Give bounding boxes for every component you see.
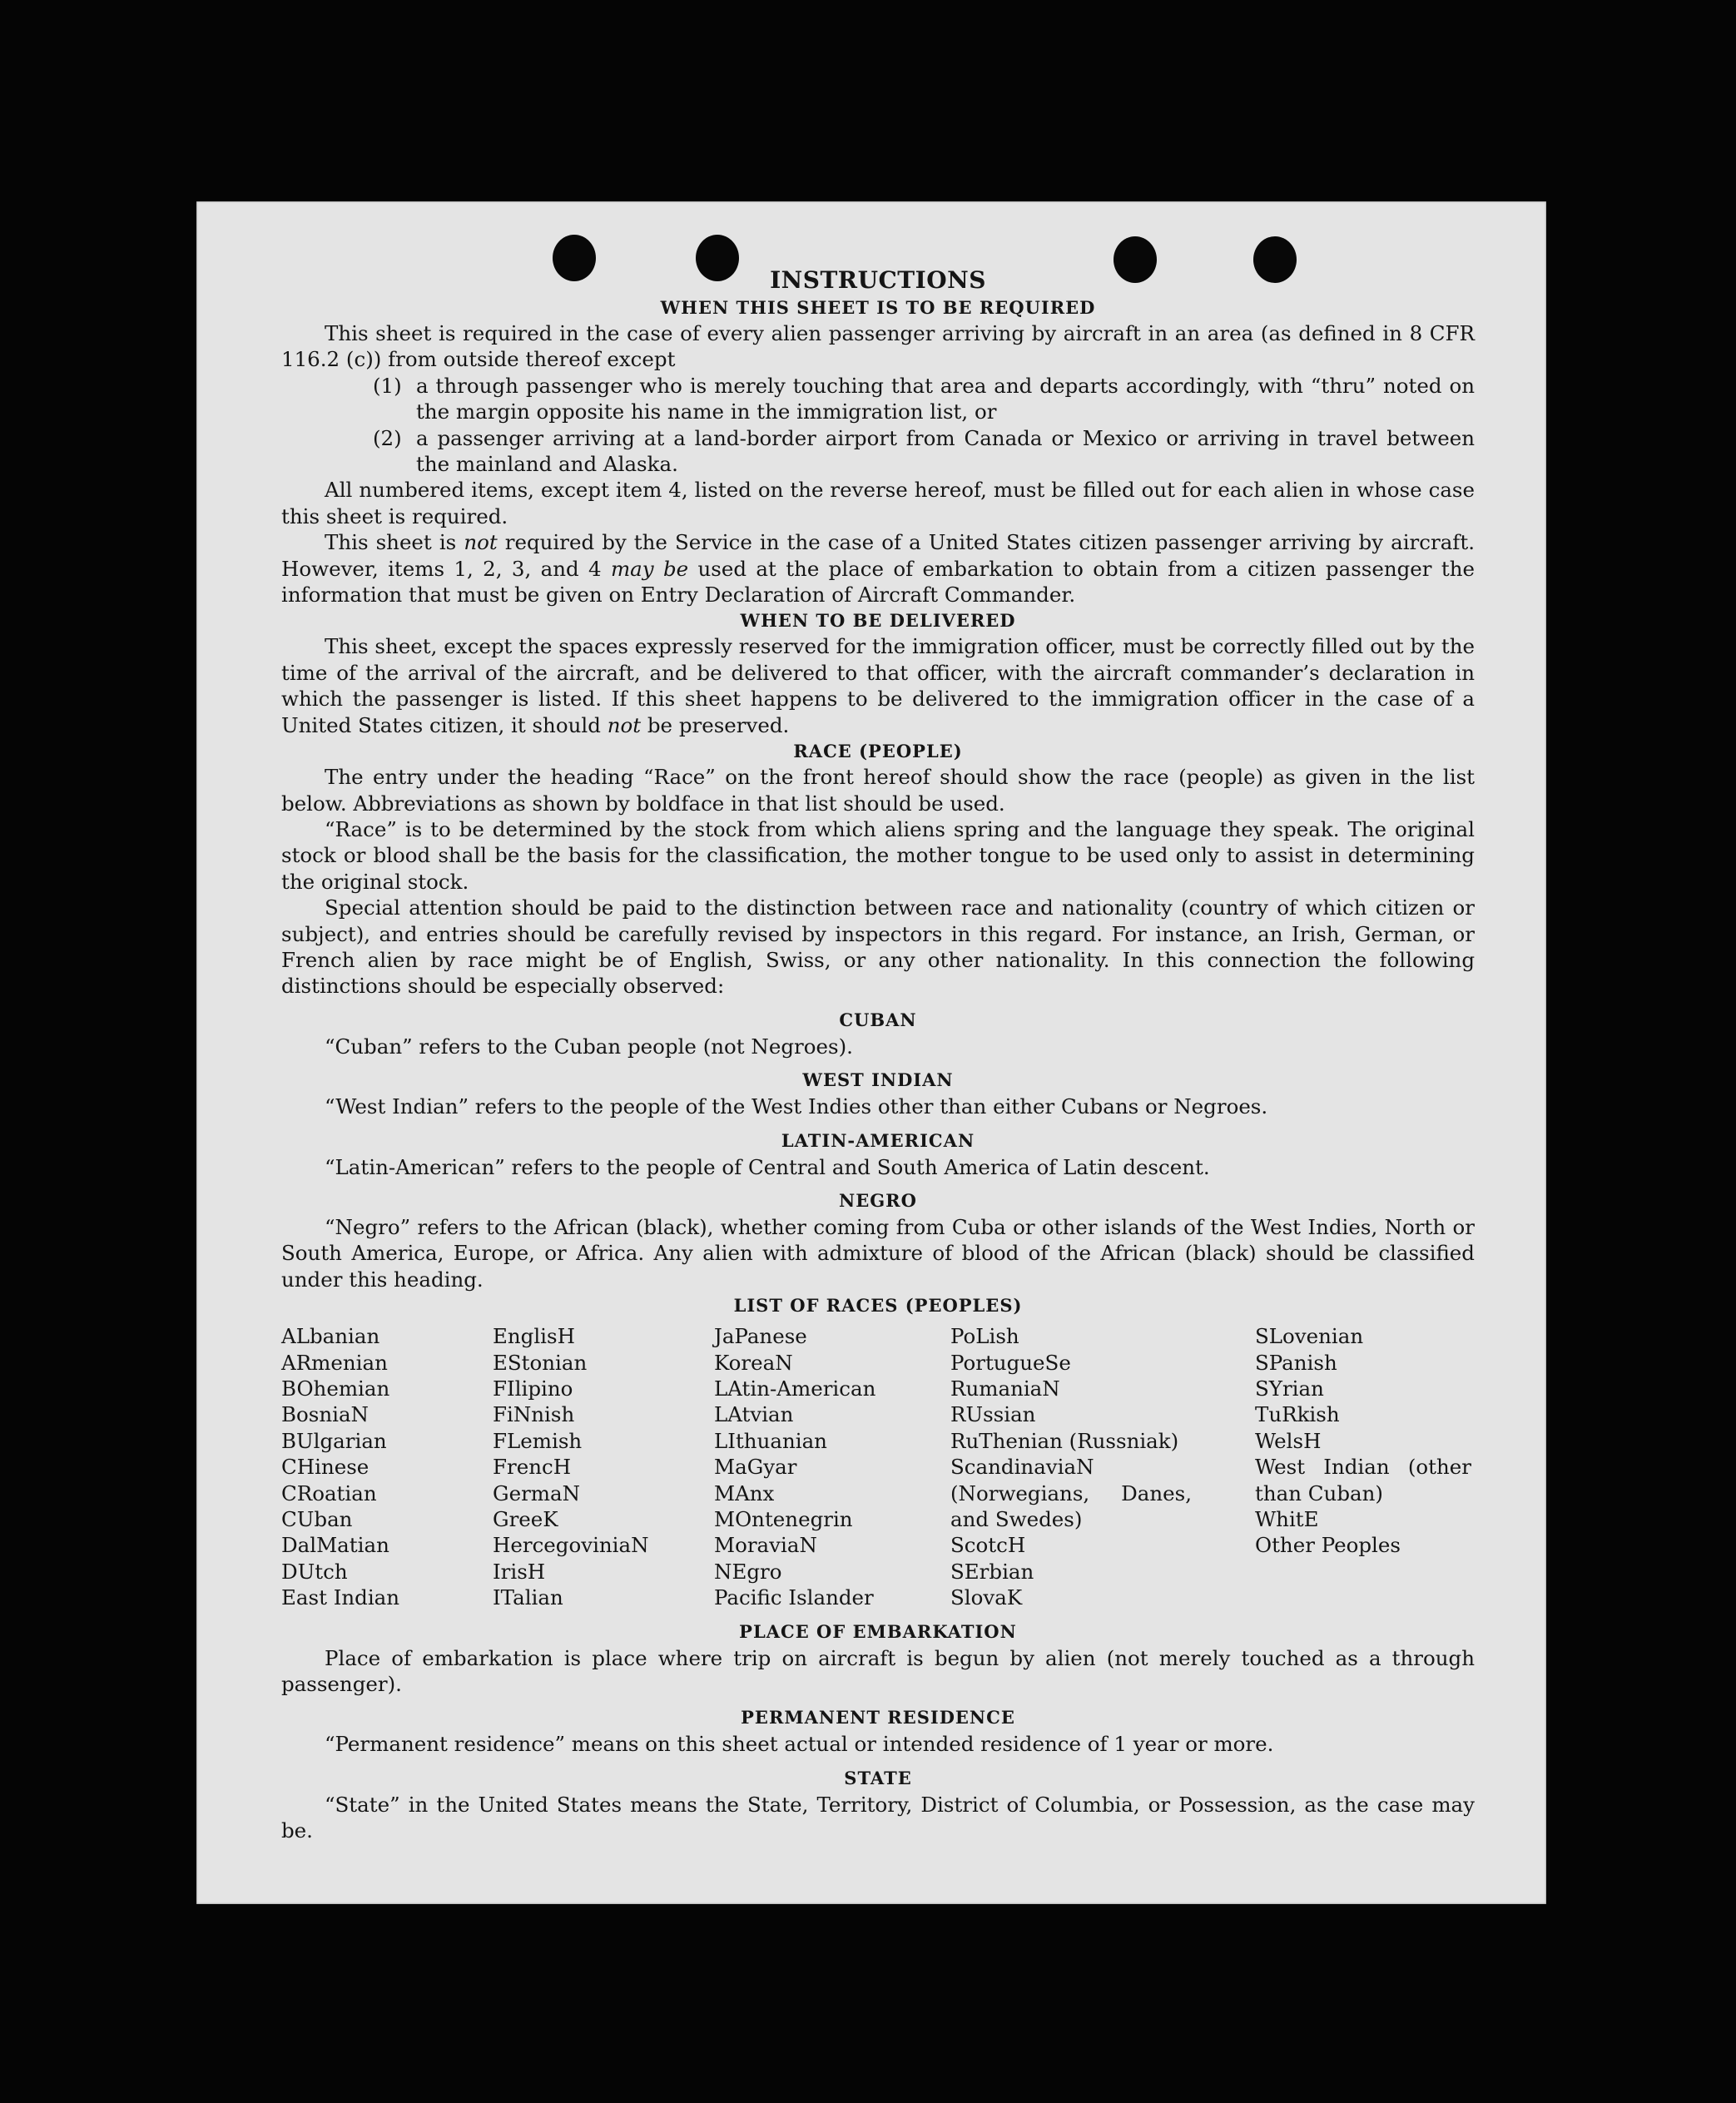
- text-run: be preserved.: [641, 712, 790, 737]
- race-entry: ARmenian: [281, 1350, 388, 1375]
- race-entry: RumaniaN: [950, 1376, 1060, 1401]
- item-number: (2): [373, 425, 402, 450]
- paragraph: “Latin-American” refers to the people of Central and South America of Latin descent.: [325, 1154, 1210, 1179]
- italic-text: may be: [610, 556, 689, 581]
- race-entry: ITalian: [493, 1585, 563, 1610]
- section-heading: WEST INDIAN: [802, 1069, 954, 1091]
- race-entry: EStonian: [493, 1350, 588, 1375]
- race-entry: WelsH: [1255, 1428, 1322, 1453]
- item-text: a passenger arriving at a land-border airport from Canada or Mexico or arriving in travel between the mainland and Alaska.: [416, 425, 1475, 477]
- race-entry: PortugueSe: [950, 1350, 1071, 1375]
- paragraph: Special attention should be paid to the distinction between race and nationality (country of which citizen or subject), and entries should be carefully revised by inspectors in this regard. For instance, an Irish, German, or French alien by race might be of English, Swiss, or any other nationality. In this connection the following distinctions should be especially observed:: [281, 895, 1475, 999]
- race-entry: ALbanian: [281, 1324, 380, 1349]
- race-entry: SErbian: [950, 1559, 1034, 1584]
- section-heading: STATE: [844, 1767, 912, 1788]
- race-entry: West Indian (other than Cuban): [1255, 1455, 1471, 1505]
- paragraph: “West Indian” refers to the people of the West Indies other than either Cubans or Negroes.: [325, 1094, 1268, 1119]
- race-entry: SLovenian: [1255, 1324, 1364, 1349]
- race-entry: BUlgarian: [281, 1428, 387, 1453]
- race-entry: CHinese: [281, 1455, 370, 1480]
- race-entry: CUban: [281, 1507, 353, 1532]
- race-entry: KoreaN: [714, 1350, 793, 1375]
- race-entry: PoLish: [950, 1324, 1019, 1349]
- race-list: [281, 1323, 1475, 1610]
- race-entry: CRoatian: [281, 1481, 377, 1505]
- section-heading: CUBAN: [839, 1009, 917, 1030]
- race-entry: SlovaK: [950, 1585, 1023, 1610]
- race-entry: East Indian: [281, 1585, 400, 1610]
- race-entry: LAtin-American: [714, 1376, 876, 1401]
- section-heading: RACE (PEOPLE): [793, 741, 963, 762]
- section-heading: LATIN-AMERICAN: [781, 1129, 975, 1151]
- item-text: a through passenger who is merely touching that area and departs accordingly, with “thru” noted on the margin opposite his name in the immigration list, or: [416, 373, 1475, 424]
- race-column: [281, 1323, 493, 1610]
- paragraph: This sheet is required in the case of every alien passenger arriving by aircraft in an area (as defined in 8 CFR 116.2 (c)) from outside thereof except: [281, 321, 1475, 372]
- race-entry: FIlipino: [493, 1376, 573, 1401]
- race-entry: Pacific Islander: [714, 1585, 874, 1610]
- race-column: [950, 1323, 1192, 1610]
- paragraph: The entry under the heading “Race” on the front hereof should show the race (people) as given in the list below. Abbreviations as shown by boldface in that list should be used.: [281, 765, 1475, 816]
- race-entry: MaGyar: [714, 1455, 797, 1480]
- race-entry: TuRkish: [1255, 1402, 1340, 1427]
- text-run: This sheet is: [325, 530, 464, 555]
- document-page: [196, 201, 1546, 1904]
- race-entry: WhitE: [1255, 1507, 1319, 1532]
- paragraph: “Permanent residence” means on this sheet actual or intended residence of 1 year or more.: [325, 1732, 1274, 1757]
- paragraph: [281, 633, 1475, 738]
- paragraph: Place of embarkation is place where trip on aircraft is begun by alien (not merely touched as a through passenger).: [281, 1645, 1475, 1697]
- italic-text: not: [607, 712, 642, 737]
- paragraph: “Cuban” refers to the Cuban people (not Negroes).: [325, 1034, 853, 1059]
- race-entry: GreeK: [493, 1507, 558, 1532]
- race-entry: FLemish: [493, 1428, 583, 1453]
- text-run: used at the place of embarkation to obtain from a citizen passenger the information that must be given on Entry Declaration of Aircraft Commander.: [281, 556, 1475, 608]
- race-entry: BosniaN: [281, 1402, 369, 1427]
- italic-text: not: [464, 530, 498, 555]
- race-entry: ScandinaviaN (Norwegians, Danes, and Swedes): [950, 1455, 1192, 1532]
- race-entry: RuThenian (Russniak): [950, 1428, 1179, 1453]
- paragraph: [281, 529, 1475, 608]
- race-entry: EnglisH: [493, 1324, 575, 1349]
- instructions-text: [281, 266, 1475, 1844]
- race-entry: FiNnish: [493, 1402, 575, 1427]
- race-entry: RUssian: [950, 1402, 1036, 1427]
- race-entry: SPanish: [1255, 1350, 1337, 1375]
- race-entry: MOntenegrin: [714, 1507, 853, 1532]
- list-item: [373, 425, 1475, 478]
- section-heading: WHEN TO BE DELIVERED: [740, 610, 1016, 632]
- race-entry: BOhemian: [281, 1376, 390, 1401]
- race-entry: ScotcH: [950, 1533, 1026, 1558]
- race-entry: IrisH: [493, 1559, 546, 1584]
- race-entry: LAtvian: [714, 1402, 794, 1427]
- race-entry: FrencH: [493, 1455, 572, 1480]
- race-entry: HercegoviniaN: [493, 1533, 649, 1558]
- race-column: [714, 1323, 950, 1610]
- paragraph: “Race” is to be determined by the stock from which aliens spring and the language they speak. The original stock or blood shall be the basis for the classification, the mother tongue to be used only to assist in determining the original stock.: [281, 816, 1475, 894]
- section-heading: PERMANENT RESIDENCE: [741, 1707, 1015, 1729]
- list-item: [373, 373, 1475, 425]
- paragraph: “Negro” refers to the African (black), whether coming from Cuba or other islands of the West Indies, North or South America, Europe, or Africa. Any alien with admixture of blood of the African (black) should be classified under this heading.: [281, 1214, 1475, 1292]
- race-entry: SYrian: [1255, 1376, 1324, 1401]
- section-heading: NEGRO: [839, 1189, 917, 1211]
- text-run: required by the Service in the case of a United States citizen passenger arriving by aircraft. However, items 1, 2, 3, and 4: [281, 530, 1476, 581]
- page-title: INSTRUCTIONS: [770, 266, 986, 294]
- race-entry: NEgro: [714, 1559, 782, 1584]
- race-entry: LIthuanian: [714, 1428, 827, 1453]
- paragraph: “State” in the United States means the State, Territory, District of Columbia, or Possession, as the case may be.: [281, 1792, 1475, 1843]
- race-column: [493, 1323, 714, 1610]
- race-entry: DUtch: [281, 1559, 348, 1584]
- race-entry: MoraviaN: [714, 1533, 817, 1558]
- race-entry: JaPanese: [714, 1324, 807, 1349]
- section-heading: LIST OF RACES (PEOPLES): [733, 1295, 1023, 1317]
- race-column: [1255, 1323, 1471, 1610]
- paragraph: All numbered items, except item 4, listed on the reverse hereof, must be filled out for each alien in whose case this sheet is required.: [281, 478, 1475, 528]
- section-heading: WHEN THIS SHEET IS TO BE REQUIRED: [660, 297, 1096, 318]
- race-entry: GermaN: [493, 1481, 581, 1505]
- race-entry: MAnx: [714, 1481, 775, 1505]
- text-run: This sheet, except the spaces expressly reserved for the immigration officer, must be correctly filled out by the time of the arrival of the aircraft, and be delivered to that officer, with the aircraft commander’s declaration in which the passenger is listed. If this sheet happens to be delivered to the immigration officer in the case of a United States citizen, it should: [281, 634, 1475, 737]
- race-entry: DalMatian: [281, 1533, 389, 1558]
- section-heading: PLACE OF EMBARKATION: [739, 1620, 1017, 1642]
- item-number: (1): [373, 373, 402, 398]
- race-entry: Other Peoples: [1255, 1533, 1401, 1558]
